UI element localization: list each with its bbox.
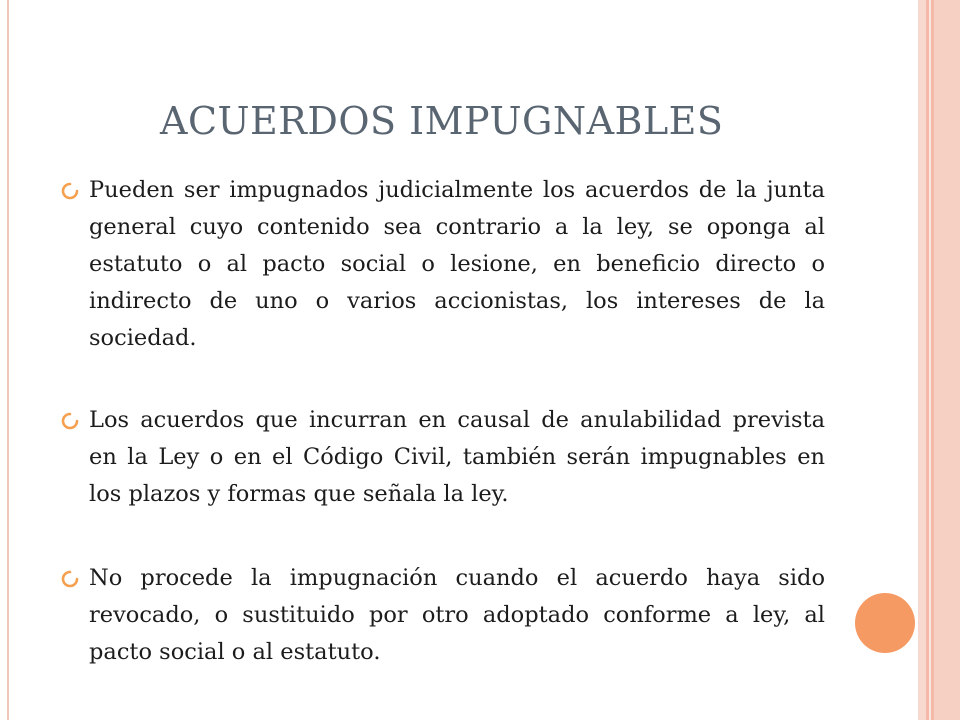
- bullet-ring-icon: [60, 181, 80, 201]
- left-border-line: [7, 0, 9, 720]
- bullet-ring-icon: [60, 569, 80, 589]
- bullet-ring-icon: [60, 411, 80, 431]
- bullet-text: Los acuerdos que incurran en causal de anulabilidad prevista en la Ley o en el Código Civil, también serán impugnables en los plazos y formas que señala la ley.: [89, 407, 825, 507]
- slide-title: ACUERDOS IMPUGNABLES: [160, 99, 724, 143]
- bullet-text: No procede la impugnación cuando el acuerdo haya sido revocado, o sustituido por otro adoptado conforme a ley, al pacto social o al estatuto.: [89, 565, 825, 665]
- decorative-circle: [855, 593, 915, 653]
- right-decorative-band: [934, 0, 960, 720]
- bullet-text: Pueden ser impugnados judicialmente los acuerdos de la junta general cuyo contenido sea contrario a la ley, se oponga al estatuto o al pacto social o lesione, en beneficio directo o indirecto de uno o varios accionistas, los intereses de la sociedad.: [89, 177, 825, 351]
- right-decorative-band: [918, 0, 926, 720]
